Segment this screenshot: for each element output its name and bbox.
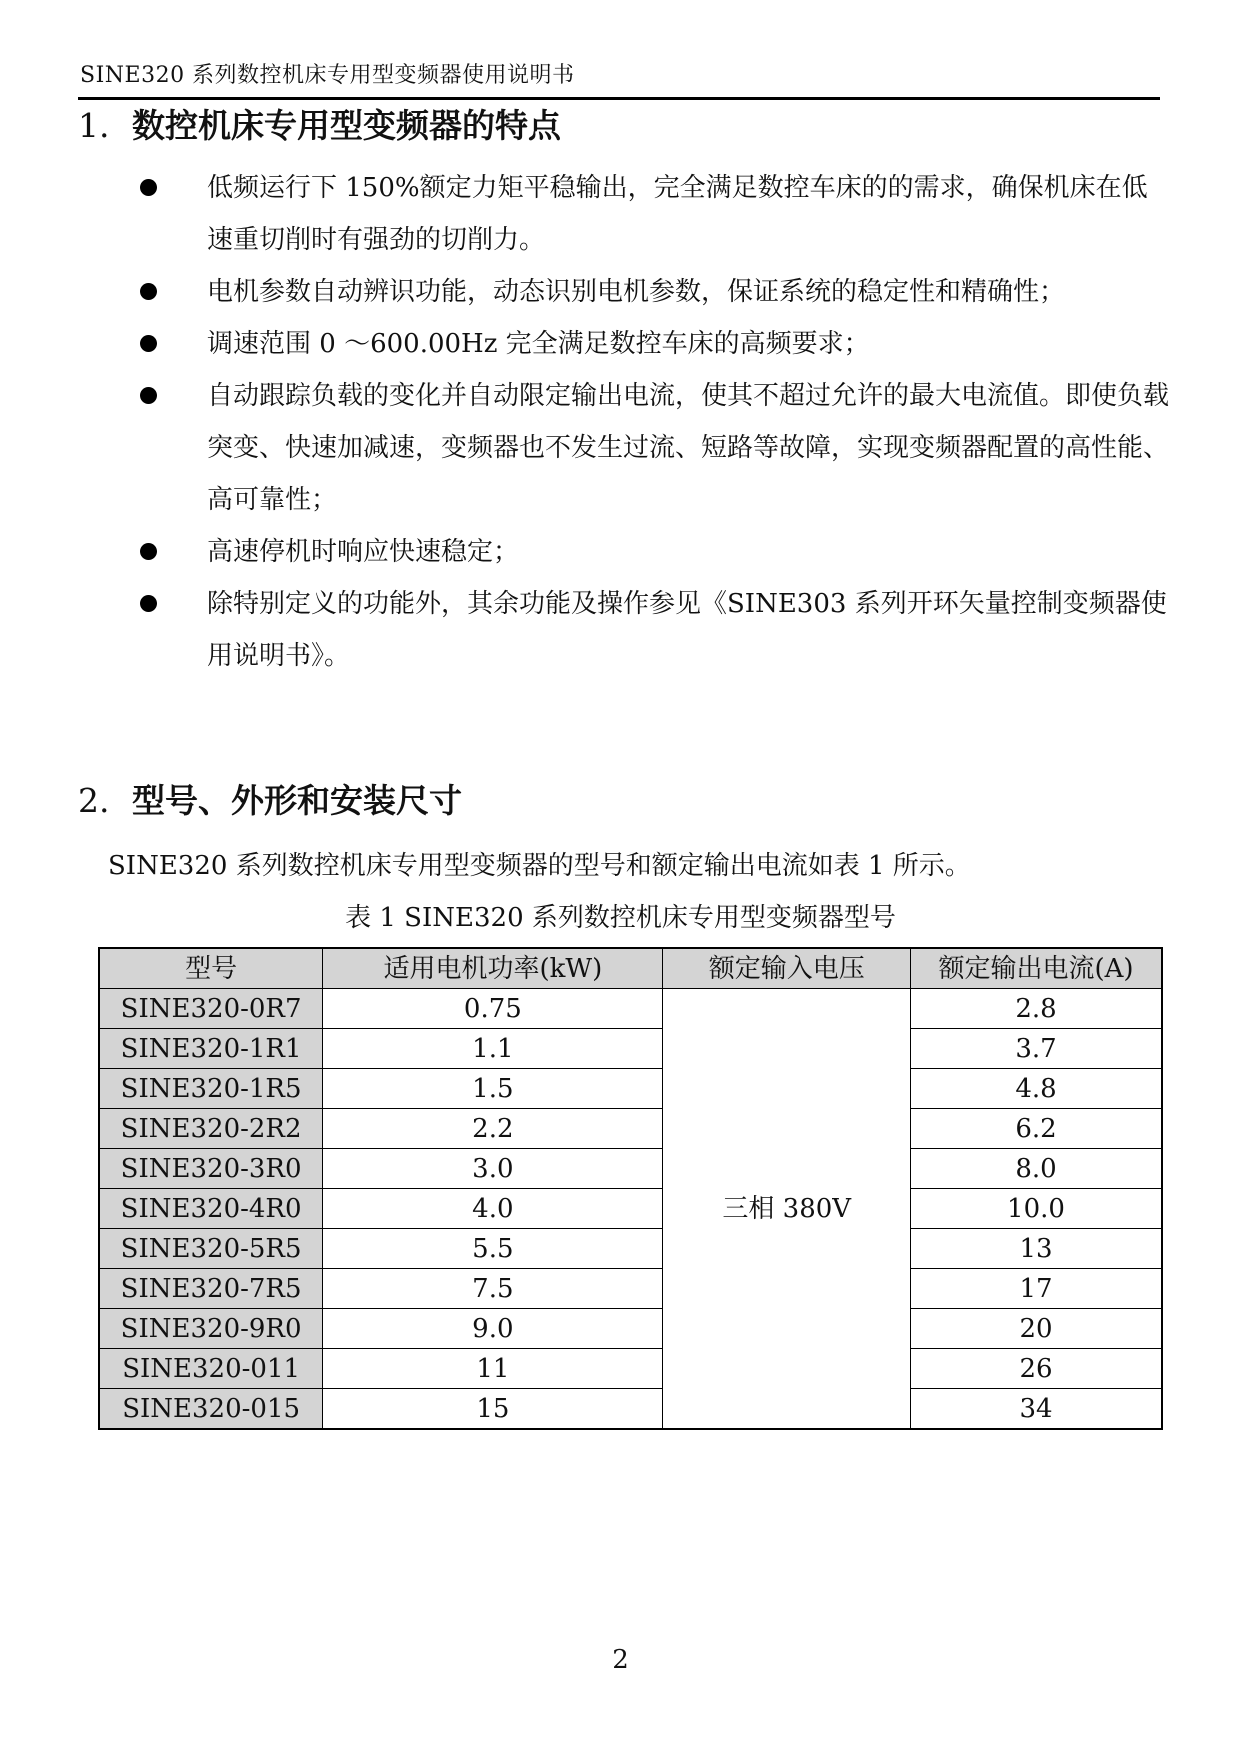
bullet-dot-icon — [140, 179, 157, 196]
feature-item — [130, 162, 1170, 266]
document-header-title: SINE320 系列数控机床专用型变频器使用说明书 — [80, 63, 575, 88]
model-cell: SINE320-2R2 — [99, 1109, 323, 1149]
current-cell: 20 — [911, 1309, 1163, 1349]
power-cell: 3.0 — [323, 1149, 663, 1189]
current-cell: 26 — [911, 1349, 1163, 1389]
model-cell: SINE320-3R0 — [99, 1149, 323, 1189]
current-cell: 4.8 — [911, 1069, 1163, 1109]
current-cell: 34 — [911, 1389, 1163, 1430]
header-input-voltage: 额定输入电压 — [663, 948, 911, 989]
feature-item — [130, 526, 1170, 578]
header-motor-power: 适用电机功率(kW) — [323, 948, 663, 989]
table-row — [99, 1269, 1162, 1309]
bullet-dot-icon — [140, 335, 157, 352]
table-row — [99, 1189, 1162, 1229]
header-divider — [78, 97, 1160, 100]
model-cell: SINE320-1R5 — [99, 1069, 323, 1109]
power-cell: 4.0 — [323, 1189, 663, 1229]
bullet-dot-icon — [140, 543, 157, 560]
power-cell: 1.1 — [323, 1029, 663, 1069]
table-row — [99, 1349, 1162, 1389]
table-header-row — [99, 948, 1162, 989]
model-cell: SINE320-7R5 — [99, 1269, 323, 1309]
bullet-dot-icon — [140, 387, 157, 404]
feature-text: 自动跟踪负载的变化并自动限定输出电流，使其不超过允许的最大电流值。即使负载突变、快速加减速，变频器也不发生过流、短路等故障，实现变频器配置的高性能、高可靠性； — [207, 381, 1170, 515]
current-cell: 8.0 — [911, 1149, 1163, 1189]
current-cell: 3.7 — [911, 1029, 1163, 1069]
model-cell: SINE320-015 — [99, 1389, 323, 1430]
current-cell: 13 — [911, 1229, 1163, 1269]
feature-item — [130, 370, 1170, 526]
table-caption: 表 1 SINE320 系列数控机床专用型变频器型号 — [345, 903, 896, 933]
table-row — [99, 1229, 1162, 1269]
section-2-title: 型号、外形和安装尺寸 — [132, 781, 462, 820]
current-cell: 17 — [911, 1269, 1163, 1309]
table-row — [99, 1309, 1162, 1349]
bullet-dot-icon — [140, 283, 157, 300]
current-cell: 2.8 — [911, 989, 1163, 1029]
table-row — [99, 1109, 1162, 1149]
model-cell: SINE320-0R7 — [99, 989, 323, 1029]
section-2-intro: SINE320 系列数控机床专用型变频器的型号和额定输出电流如表 1 所示。 — [108, 851, 971, 881]
feature-text: 低频运行下 150%额定力矩平稳输出，完全满足数控车床的的需求，确保机床在低速重切削时有强劲的切削力。 — [207, 173, 1148, 255]
section-1-heading — [78, 106, 561, 146]
model-cell: SINE320-011 — [99, 1349, 323, 1389]
power-cell: 11 — [323, 1349, 663, 1389]
table-row — [99, 1389, 1162, 1430]
model-table — [98, 947, 1163, 1430]
power-cell: 9.0 — [323, 1309, 663, 1349]
section-1-title: 数控机床专用型变频器的特点 — [132, 106, 561, 145]
table-row — [99, 1029, 1162, 1069]
feature-list — [130, 162, 1170, 682]
power-cell: 2.2 — [323, 1109, 663, 1149]
page-number: 2 — [612, 1645, 629, 1675]
model-cell: SINE320-1R1 — [99, 1029, 323, 1069]
power-cell: 1.5 — [323, 1069, 663, 1109]
power-cell: 7.5 — [323, 1269, 663, 1309]
power-cell: 0.75 — [323, 989, 663, 1029]
table-row — [99, 1149, 1162, 1189]
current-cell: 10.0 — [911, 1189, 1163, 1229]
current-cell: 6.2 — [911, 1109, 1163, 1149]
feature-item — [130, 318, 1170, 370]
header-output-current: 额定输出电流(A) — [911, 948, 1163, 989]
feature-text: 高速停机时响应快速稳定； — [207, 537, 520, 567]
feature-text: 电机参数自动辨识功能，动态识别电机参数，保证系统的稳定性和精确性； — [207, 277, 1066, 307]
power-cell: 15 — [323, 1389, 663, 1430]
feature-text: 除特别定义的功能外，其余功能及操作参见《SINE303 系列开环矢量控制变频器使用说明书》。 — [207, 589, 1167, 671]
table-row — [99, 1069, 1162, 1109]
model-cell: SINE320-5R5 — [99, 1229, 323, 1269]
input-voltage-cell: 三相 380V — [663, 989, 911, 1430]
model-cell: SINE320-9R0 — [99, 1309, 323, 1349]
section-2-number: 2. — [78, 781, 110, 820]
power-cell: 5.5 — [323, 1229, 663, 1269]
feature-text: 调速范围 0 ～600.00Hz 完全满足数控车床的高频要求； — [207, 329, 870, 359]
table-row — [99, 989, 1162, 1029]
section-1-number: 1. — [78, 106, 110, 145]
model-cell: SINE320-4R0 — [99, 1189, 323, 1229]
bullet-dot-icon — [140, 595, 157, 612]
header-model: 型号 — [99, 948, 323, 989]
feature-item — [130, 266, 1170, 318]
feature-item — [130, 578, 1170, 682]
section-2-heading — [78, 781, 462, 821]
